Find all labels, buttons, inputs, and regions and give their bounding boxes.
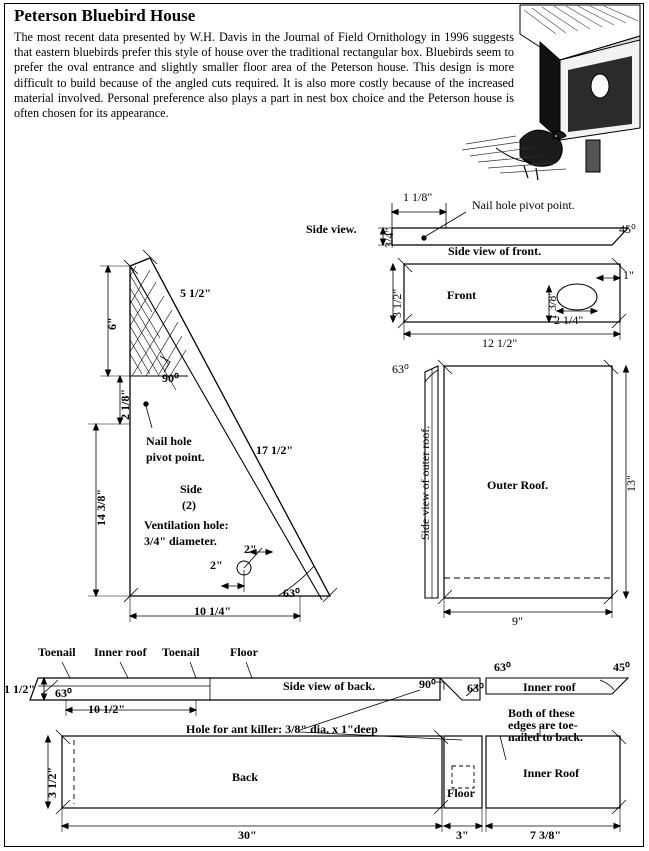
label-inner-roof-bottom: Inner Roof [523, 766, 580, 780]
label-ventilation-line2: 3/4" diameter. [144, 534, 217, 548]
intro-paragraph: The most recent data presented by W.H. Davis in the Journal of Field Ornithology in 1996 suggests that eastern bluebirds prefer this style of house over the traditional rectangular box. Bluebirds seem to prefer the oval entrance and slightly smaller floor area of the Peterson house. This design is more difficult to build because of the angled cuts required. It is also more costly because of the increased material involved. Personal preference also plays a part in nest box choice and the Peterson house is often chosen for its appearance. [14, 30, 514, 121]
label-side: Side [180, 482, 203, 496]
label-dim-2-b: 2" [210, 558, 223, 572]
label-dim-17-1-2: 17 1/2" [256, 443, 293, 457]
label-ant-killer: Hole for ant killer: 3/8" dia. x 1"deep [186, 722, 378, 736]
label-toenail-2: Toenail [162, 645, 200, 659]
label-back: Back [232, 770, 259, 784]
birdhouse-illustration [462, 5, 640, 180]
label-inner-roof-top: Inner roof [94, 645, 147, 659]
label-angle-63-right: 63⁰ [494, 660, 511, 674]
label-toenail-note-1: Both of these [508, 706, 575, 720]
label-dim-30: 30" [238, 828, 257, 842]
label-side-view: Side view. [306, 222, 357, 236]
label-dim-12-1-2: 12 1/2" [482, 336, 518, 350]
label-toenail-1: Toenail [38, 645, 76, 659]
label-dim-3-4: 3/4" [382, 227, 396, 248]
label-dim-3-1-2-front: 3 1/2" [390, 288, 404, 318]
label-ventilation-line1: Ventilation hole: [144, 518, 229, 532]
label-toenail-note-2: edges are toe- [508, 718, 578, 732]
label-angle-63-small: 63⁰ [467, 681, 484, 695]
label-angle-63-side: 63⁰ [283, 586, 300, 600]
label-toenail-note-3: nailed to back. [508, 730, 584, 744]
label-angle-63-back-left: 63⁰ [55, 686, 72, 700]
label-dim-2-1-4: 2 1/4" [554, 313, 584, 327]
label-dim-10-1-2: 10 1/2" [88, 702, 125, 716]
label-dim-9: 9" [512, 614, 523, 628]
label-floor-bottom: Floor [447, 786, 475, 800]
label-dim-5-1-2: 5 1/2" [180, 286, 211, 300]
label-dim-2-a: 2" [244, 542, 257, 556]
page-title: Peterson Bluebird House [14, 6, 196, 25]
label-side-view-of-front: Side view of front. [448, 244, 542, 258]
label-angle-90-side: 90⁰ [162, 371, 179, 385]
label-dim-6: 6" [105, 317, 119, 330]
label-dim-7-3-8: 7 3/8" [530, 828, 561, 842]
label-dim-10-1-4: 10 1/4" [194, 604, 231, 618]
label-nail-hole-pivot-point-top: Nail hole pivot point. [472, 198, 575, 212]
label-angle-63-roof: 63⁰ [392, 362, 409, 376]
label-angle-45-right: 45⁰ [613, 660, 630, 674]
label-dim-1-1-2: 1 1/2" [4, 682, 35, 696]
label-dim-2-1-8: 2 1/8" [118, 389, 132, 420]
label-dim-1-1-8: 1 1/8" [403, 190, 433, 204]
label-angle-90-back: 90⁰ [419, 677, 436, 691]
label-dim-3: 3" [456, 828, 469, 842]
label-nail-hole-line2: pivot point. [146, 450, 205, 464]
label-dim-1-inch: 1" [623, 268, 634, 282]
label-outer-roof: Outer Roof. [487, 478, 549, 492]
label-inner-roof-right: Inner roof [523, 680, 576, 694]
label-dim-1-3-8: 1 3/8" [545, 290, 559, 320]
label-dim-14-3-8: 14 3/8" [94, 489, 108, 526]
label-floor-top: Floor [230, 645, 258, 659]
label-dim-13: 13" [624, 475, 638, 492]
label-nail-hole-line1: Nail hole [146, 434, 192, 448]
label-dim-3-1-2-back: 3 1/2" [45, 767, 59, 798]
front-panel-drawing [391, 258, 627, 340]
label-side-view-of-outer-roof: Side view of outer roof. [418, 425, 432, 540]
label-side-count: (2) [182, 498, 196, 512]
label-side-view-of-back: Side view of back. [283, 679, 376, 693]
label-front: Front [447, 288, 477, 302]
label-angle-45-top: 45⁰ [619, 222, 636, 236]
